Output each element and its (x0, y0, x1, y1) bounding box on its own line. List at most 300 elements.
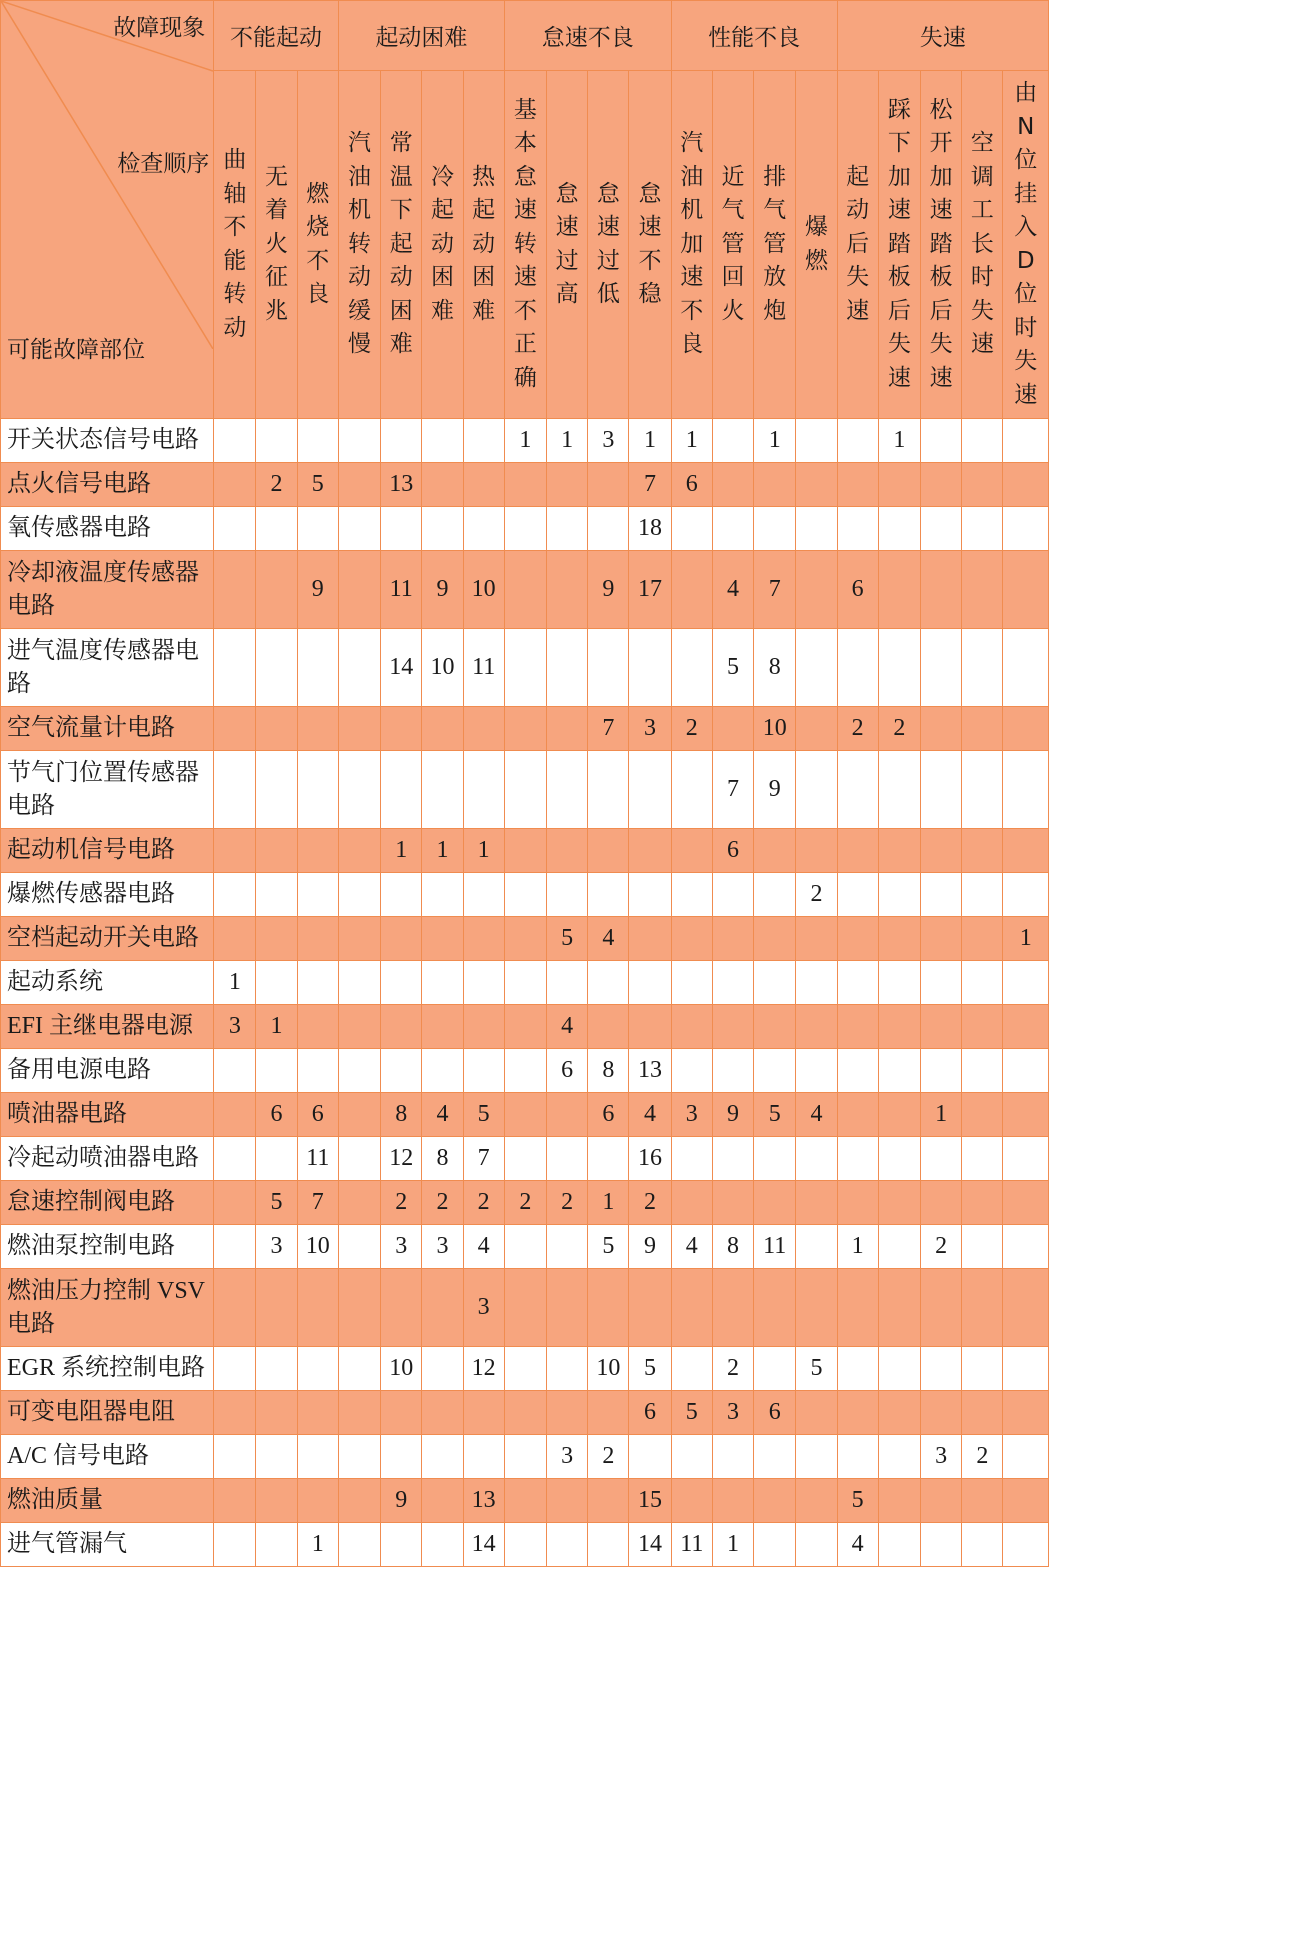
symptom-column-header (463, 71, 504, 419)
check-order-cell (504, 629, 546, 707)
check-order-cell (878, 1269, 920, 1347)
check-order-cell (878, 961, 920, 1005)
check-order-cell: 3 (256, 1225, 297, 1269)
check-order-cell (671, 917, 712, 961)
symptom-column-label: 排气管放炮 (763, 163, 787, 324)
check-order-cell: 5 (547, 917, 588, 961)
check-order-cell: 5 (754, 1093, 796, 1137)
check-order-cell (962, 961, 1003, 1005)
check-order-cell (796, 1181, 837, 1225)
symptom-column-label: 热起动困难 (472, 163, 496, 324)
table-row (1, 917, 1049, 961)
check-order-cell (962, 507, 1003, 551)
table-row (1, 707, 1049, 751)
check-order-cell (214, 829, 256, 873)
check-order-cell (256, 1479, 297, 1523)
check-order-cell (463, 1005, 504, 1049)
check-order-cell (921, 629, 962, 707)
symptom-column-header (671, 71, 712, 419)
check-order-cell (463, 1049, 504, 1093)
check-order-cell: 10 (463, 551, 504, 629)
check-order-cell: 3 (629, 707, 671, 751)
check-order-cell (422, 707, 463, 751)
check-order-cell (256, 629, 297, 707)
check-order-cell (796, 629, 837, 707)
check-order-cell: 9 (297, 551, 338, 629)
check-order-cell: 2 (256, 463, 297, 507)
check-order-cell (256, 961, 297, 1005)
table-row (1, 551, 1049, 629)
check-order-cell: 4 (588, 917, 629, 961)
check-order-cell: 9 (381, 1479, 422, 1523)
symptom-axis-label: 故障现象 (113, 15, 206, 41)
check-order-cell (256, 1137, 297, 1181)
symptom-column-label: 汽油机转动缓慢 (347, 130, 371, 358)
check-order-cell (962, 1479, 1003, 1523)
fault-location-cell: 节气门位置传感器电路 (1, 751, 214, 829)
check-order-cell: 4 (463, 1225, 504, 1269)
check-order-cell (1003, 1181, 1049, 1225)
check-order-cell (754, 829, 796, 873)
fault-location-cell: 开关状态信号电路 (1, 419, 214, 463)
check-order-cell: 6 (671, 463, 712, 507)
check-order-cell: 1 (712, 1523, 753, 1567)
check-order-cell (878, 1479, 920, 1523)
check-order-cell (754, 507, 796, 551)
check-order-cell: 3 (214, 1005, 256, 1049)
symptom-column-label: 常温下起动困难 (389, 130, 413, 358)
check-order-cell (381, 1435, 422, 1479)
check-order-cell (796, 1269, 837, 1347)
check-order-cell (962, 1225, 1003, 1269)
fault-location-cell: 燃油泵控制电路 (1, 1225, 214, 1269)
check-order-cell (837, 507, 878, 551)
check-order-cell (256, 873, 297, 917)
check-order-cell (338, 1005, 380, 1049)
check-order-cell (588, 629, 629, 707)
check-order-cell (256, 1347, 297, 1391)
symptom-column-label: 怠速过高 (555, 180, 579, 307)
check-order-cell (921, 961, 962, 1005)
check-order-cell: 14 (381, 629, 422, 707)
check-order-cell (338, 1391, 380, 1435)
check-order-cell: 4 (547, 1005, 588, 1049)
check-order-cell (588, 1391, 629, 1435)
check-order-cell (256, 1049, 297, 1093)
check-order-cell (754, 873, 796, 917)
check-order-cell (338, 1225, 380, 1269)
check-order-cell: 1 (921, 1093, 962, 1137)
table-row (1, 1435, 1049, 1479)
check-order-cell (504, 1347, 546, 1391)
symptom-column-header (297, 71, 338, 419)
check-order-cell (712, 463, 753, 507)
check-order-cell (381, 1391, 422, 1435)
check-order-cell (837, 1435, 878, 1479)
check-order-cell (338, 629, 380, 707)
check-order-cell: 2 (588, 1435, 629, 1479)
check-order-cell (837, 1049, 878, 1093)
check-order-cell (297, 629, 338, 707)
check-order-cell (754, 1005, 796, 1049)
check-order-cell (214, 419, 256, 463)
check-order-cell (754, 1347, 796, 1391)
check-order-cell (671, 629, 712, 707)
check-order-cell (754, 1137, 796, 1181)
check-order-cell (671, 1137, 712, 1181)
check-order-cell (671, 1049, 712, 1093)
check-order-cell (547, 873, 588, 917)
symptom-column-header (256, 71, 297, 419)
check-order-cell (256, 707, 297, 751)
check-order-cell (214, 551, 256, 629)
check-order-cell (921, 419, 962, 463)
symptom-column-label: 踩下加速踏板后失速 (887, 96, 911, 391)
check-order-cell (504, 707, 546, 751)
check-order-cell (381, 1049, 422, 1093)
check-order-cell (921, 1269, 962, 1347)
check-order-cell (1003, 1479, 1049, 1523)
check-order-cell (796, 1391, 837, 1435)
fault-location-cell: 喷油器电路 (1, 1093, 214, 1137)
check-order-cell (214, 707, 256, 751)
table-row (1, 629, 1049, 707)
fault-location-cell: 冷起动喷油器电路 (1, 1137, 214, 1181)
check-order-cell (878, 1137, 920, 1181)
check-order-cell: 2 (547, 1181, 588, 1225)
check-order-cell (422, 507, 463, 551)
check-order-cell (921, 829, 962, 873)
fault-location-cell: A/C 信号电路 (1, 1435, 214, 1479)
check-order-cell: 8 (754, 629, 796, 707)
check-order-cell: 5 (463, 1093, 504, 1137)
check-order-cell (796, 751, 837, 829)
fault-location-cell: 燃油质量 (1, 1479, 214, 1523)
check-order-cell (962, 1347, 1003, 1391)
table-row (1, 507, 1049, 551)
check-order-cell: 4 (712, 551, 753, 629)
check-order-cell (754, 961, 796, 1005)
symptom-column-label: 曲轴不能转动 (223, 147, 247, 341)
check-order-cell (837, 961, 878, 1005)
check-order-cell (422, 1391, 463, 1435)
check-order-cell (796, 1005, 837, 1049)
check-order-cell (463, 917, 504, 961)
check-order-cell (712, 707, 753, 751)
check-order-cell (463, 1435, 504, 1479)
symptom-column-header (629, 71, 671, 419)
fault-location-cell: 可变电阻器电阻 (1, 1391, 214, 1435)
check-order-cell (256, 917, 297, 961)
check-order-cell (796, 1137, 837, 1181)
check-order-cell (921, 1347, 962, 1391)
check-order-cell (629, 873, 671, 917)
check-order-cell: 3 (422, 1225, 463, 1269)
check-order-cell (214, 1347, 256, 1391)
check-order-cell (921, 1137, 962, 1181)
check-order-cell (629, 751, 671, 829)
check-order-cell (422, 1269, 463, 1347)
symptom-column-header (878, 71, 920, 419)
check-order-cell (921, 1005, 962, 1049)
symptom-column-label: 燃烧不良 (306, 180, 330, 307)
check-order-cell (338, 507, 380, 551)
check-order-cell (962, 1005, 1003, 1049)
fault-location-cell: 空气流量计电路 (1, 707, 214, 751)
check-order-cell (504, 961, 546, 1005)
check-order-cell: 10 (588, 1347, 629, 1391)
check-order-cell (796, 419, 837, 463)
symptom-column-label: 松开加速踏板后失速 (929, 96, 953, 391)
check-order-cell (712, 961, 753, 1005)
table-row (1, 1137, 1049, 1181)
check-order-cell (962, 1137, 1003, 1181)
check-order-cell (671, 551, 712, 629)
fault-location-cell: 起动机信号电路 (1, 829, 214, 873)
check-order-cell: 7 (463, 1137, 504, 1181)
check-order-cell (214, 1225, 256, 1269)
symptom-column-label: 爆燃 (804, 214, 828, 274)
check-order-cell: 7 (588, 707, 629, 751)
check-order-cell (381, 751, 422, 829)
check-order-cell (297, 751, 338, 829)
check-order-cell (629, 1435, 671, 1479)
check-order-cell (1003, 751, 1049, 829)
check-order-cell: 6 (754, 1391, 796, 1435)
check-order-cell (381, 1523, 422, 1567)
symptom-column-label: 空调工长时失速 (970, 130, 994, 358)
check-order-cell: 1 (588, 1181, 629, 1225)
check-order-cell: 12 (381, 1137, 422, 1181)
check-order-cell (878, 507, 920, 551)
check-order-cell: 10 (422, 629, 463, 707)
check-order-cell (962, 873, 1003, 917)
check-order-cell (629, 1269, 671, 1347)
check-order-cell: 2 (381, 1181, 422, 1225)
symptom-column-label: 近气管回火 (721, 163, 745, 324)
check-order-cell (297, 1049, 338, 1093)
check-order-cell (338, 1049, 380, 1093)
check-order-cell (297, 961, 338, 1005)
check-order-cell (878, 463, 920, 507)
check-order-cell (796, 1479, 837, 1523)
check-order-cell (712, 1269, 753, 1347)
check-order-cell (214, 917, 256, 961)
check-order-cell (547, 1391, 588, 1435)
symptom-column-label: 怠速过低 (596, 180, 620, 307)
table-row (1, 1181, 1049, 1225)
check-order-cell (1003, 419, 1049, 463)
check-order-cell: 1 (214, 961, 256, 1005)
symptom-column-header (381, 71, 422, 419)
check-order-cell (297, 1005, 338, 1049)
symptom-column-label: 汽油机加速不良 (680, 130, 704, 358)
check-order-cell (796, 917, 837, 961)
check-order-cell (671, 961, 712, 1005)
check-order-cell: 7 (629, 463, 671, 507)
check-order-cell (629, 1005, 671, 1049)
check-order-cell: 1 (381, 829, 422, 873)
check-order-cell: 6 (547, 1049, 588, 1093)
check-order-cell: 5 (712, 629, 753, 707)
check-order-cell: 9 (629, 1225, 671, 1269)
check-order-cell: 7 (297, 1181, 338, 1225)
check-order-cell: 6 (297, 1093, 338, 1137)
table-row (1, 961, 1049, 1005)
check-order-cell (921, 1181, 962, 1225)
check-order-cell: 2 (962, 1435, 1003, 1479)
fault-location-cell: 氧传感器电路 (1, 507, 214, 551)
check-order-cell (547, 1225, 588, 1269)
fault-location-cell: 备用电源电路 (1, 1049, 214, 1093)
check-order-cell: 1 (463, 829, 504, 873)
check-order-cell (754, 1049, 796, 1093)
check-order-cell (547, 1523, 588, 1567)
check-order-cell: 2 (463, 1181, 504, 1225)
check-order-cell (629, 629, 671, 707)
check-order-cell (256, 551, 297, 629)
check-order-cell (962, 1391, 1003, 1435)
check-order-cell (214, 1391, 256, 1435)
table-row (1, 1523, 1049, 1567)
check-order-cell: 3 (588, 419, 629, 463)
check-order-cell (381, 507, 422, 551)
check-order-cell (338, 917, 380, 961)
check-order-cell: 8 (712, 1225, 753, 1269)
table-row (1, 1093, 1049, 1137)
check-order-cell (588, 1005, 629, 1049)
symptom-column-label: 无着火征兆 (265, 163, 289, 324)
check-order-cell: 5 (796, 1347, 837, 1391)
check-order-cell: 9 (588, 551, 629, 629)
check-order-cell: 1 (256, 1005, 297, 1049)
check-order-cell (712, 419, 753, 463)
check-order-cell: 2 (921, 1225, 962, 1269)
check-order-cell (214, 1269, 256, 1347)
check-order-cell (547, 551, 588, 629)
check-order-cell (422, 1049, 463, 1093)
check-order-cell: 2 (712, 1347, 753, 1391)
check-order-cell (297, 917, 338, 961)
check-order-cell: 10 (381, 1347, 422, 1391)
fault-location-cell: 爆燃传感器电路 (1, 873, 214, 917)
check-order-cell (962, 707, 1003, 751)
check-order-cell (878, 829, 920, 873)
check-order-cell (796, 1225, 837, 1269)
check-order-cell (878, 629, 920, 707)
check-order-cell (504, 1225, 546, 1269)
check-order-cell (878, 873, 920, 917)
check-order-cell (1003, 961, 1049, 1005)
check-order-cell (214, 507, 256, 551)
check-order-cell (504, 873, 546, 917)
check-order-cell (754, 463, 796, 507)
check-order-cell (1003, 1137, 1049, 1181)
check-order-cell (754, 1435, 796, 1479)
check-order-cell (671, 507, 712, 551)
table-row (1, 1225, 1049, 1269)
check-order-cell (297, 419, 338, 463)
check-order-cell (338, 751, 380, 829)
check-order-cell: 18 (629, 507, 671, 551)
check-order-cell (837, 419, 878, 463)
check-order-cell (214, 463, 256, 507)
symptom-column-header (1003, 71, 1049, 419)
check-order-cell (837, 751, 878, 829)
check-order-cell (754, 917, 796, 961)
check-order-cell (671, 873, 712, 917)
check-order-cell (504, 551, 546, 629)
check-order-cell (214, 1049, 256, 1093)
check-order-cell (588, 829, 629, 873)
check-order-cell (422, 1523, 463, 1567)
check-order-cell (878, 1523, 920, 1567)
table-row (1, 1049, 1049, 1093)
check-order-cell (796, 463, 837, 507)
check-order-cell (629, 829, 671, 873)
check-order-cell (878, 1347, 920, 1391)
check-order-cell (796, 961, 837, 1005)
symptom-column-header (214, 71, 256, 419)
symptom-column-label: 冷起动困难 (430, 163, 454, 324)
check-order-cell (338, 1347, 380, 1391)
check-order-cell (1003, 1005, 1049, 1049)
check-order-cell: 6 (629, 1391, 671, 1435)
check-order-cell (463, 961, 504, 1005)
check-order-cell (338, 1137, 380, 1181)
check-order-cell (381, 1005, 422, 1049)
check-order-cell: 1 (547, 419, 588, 463)
fault-location-cell: 怠速控制阀电路 (1, 1181, 214, 1225)
check-order-cell (338, 961, 380, 1005)
check-order-cell (837, 1181, 878, 1225)
check-order-cell (754, 1523, 796, 1567)
check-order-cell (921, 507, 962, 551)
check-order-cell (338, 463, 380, 507)
check-order-cell (712, 1049, 753, 1093)
check-order-cell (837, 1137, 878, 1181)
check-order-cell: 4 (671, 1225, 712, 1269)
check-order-cell: 3 (547, 1435, 588, 1479)
check-order-cell (504, 1391, 546, 1435)
check-order-cell: 13 (381, 463, 422, 507)
check-order-cell: 2 (671, 707, 712, 751)
check-order-cell (422, 1435, 463, 1479)
check-order-cell: 3 (381, 1225, 422, 1269)
check-order-cell (338, 829, 380, 873)
check-order-cell (297, 829, 338, 873)
check-order-cell (422, 751, 463, 829)
table-row (1, 873, 1049, 917)
check-order-cell (463, 463, 504, 507)
check-order-cell (921, 1049, 962, 1093)
check-order-cell (547, 629, 588, 707)
check-order-cell (837, 1269, 878, 1347)
symptom-group-header: 起动困难 (338, 1, 504, 71)
check-order-cell (837, 1391, 878, 1435)
check-order-cell: 1 (878, 419, 920, 463)
check-order-cell (422, 463, 463, 507)
check-order-cell (588, 463, 629, 507)
check-order-cell (381, 917, 422, 961)
check-order-cell (962, 419, 1003, 463)
check-order-cell (256, 829, 297, 873)
check-order-cell: 8 (381, 1093, 422, 1137)
fault-location-cell: 空档起动开关电路 (1, 917, 214, 961)
fault-location-cell: 进气管漏气 (1, 1523, 214, 1567)
symptom-column-header (338, 71, 380, 419)
check-order-cell (878, 1391, 920, 1435)
